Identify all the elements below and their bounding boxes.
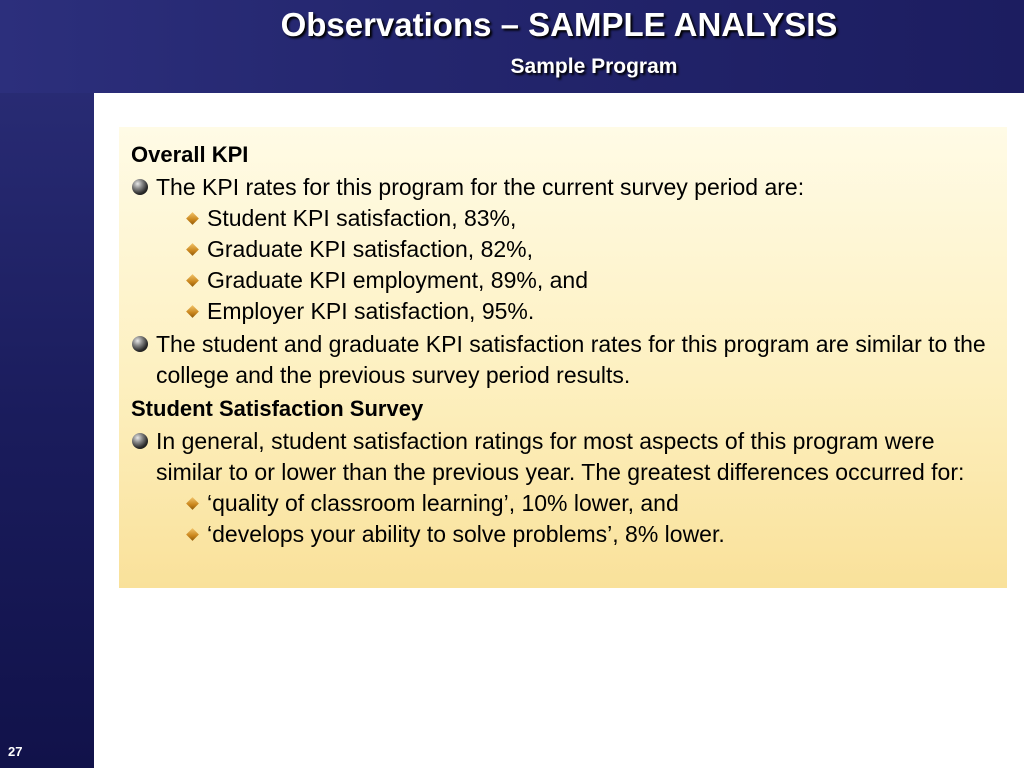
bullet-text: The student and graduate KPI satisfaction rates for this program are similar to the college and the previous survey period results. — [156, 331, 986, 388]
diamond-bullet-icon — [186, 243, 199, 256]
diamond-bullet-icon — [186, 212, 199, 225]
left-band — [0, 0, 94, 768]
slide-title: Observations – SAMPLE ANALYSIS — [280, 6, 838, 43]
sub-bullet-graduate-employment — [131, 265, 995, 296]
page-number: 27 — [8, 744, 23, 759]
sub-bullet-classroom-learning — [131, 488, 995, 519]
bullet-satisfaction-similar — [131, 329, 995, 391]
sub-bullet-text: Graduate KPI satisfaction, 82%, — [207, 236, 534, 262]
diamond-bullet-icon — [186, 528, 199, 541]
bullet-kpi-rates — [131, 172, 995, 203]
section-heading-overall-kpi: Overall KPI — [131, 142, 249, 167]
sphere-bullet-icon — [132, 336, 148, 352]
bullet-general-ratings — [131, 426, 995, 488]
diamond-bullet-icon — [186, 274, 199, 287]
bullet-text: In general, student satisfaction ratings for most aspects of this program were similar to or lower than the previous year. The greatest differences occurred for: — [156, 428, 965, 485]
sub-bullet-graduate-satisfaction — [131, 234, 995, 265]
bullet-text: The KPI rates for this program for the current survey period are: — [156, 174, 805, 200]
sub-bullet-text: Student KPI satisfaction, 83%, — [207, 205, 517, 231]
sphere-bullet-icon — [132, 179, 148, 195]
sub-bullet-solve-problems — [131, 519, 995, 550]
sub-bullet-text: Employer KPI satisfaction, 95%. — [207, 298, 535, 324]
diamond-bullet-icon — [186, 497, 199, 510]
sub-bullet-text: ‘quality of classroom learning’, 10% lower, and — [207, 490, 679, 516]
slide-subtitle: Sample Program — [510, 55, 678, 78]
sub-bullet-student-kpi — [131, 203, 995, 234]
diamond-bullet-icon — [186, 305, 199, 318]
content-box — [119, 127, 1007, 588]
sub-bullet-employer-satisfaction — [131, 296, 995, 327]
sub-bullet-text: ‘develops your ability to solve problems’, 8% lower. — [207, 521, 725, 547]
sphere-bullet-icon — [132, 433, 148, 449]
section-heading-student-survey: Student Satisfaction Survey — [131, 396, 424, 421]
sub-bullet-text: Graduate KPI employment, 89%, and — [207, 267, 588, 293]
